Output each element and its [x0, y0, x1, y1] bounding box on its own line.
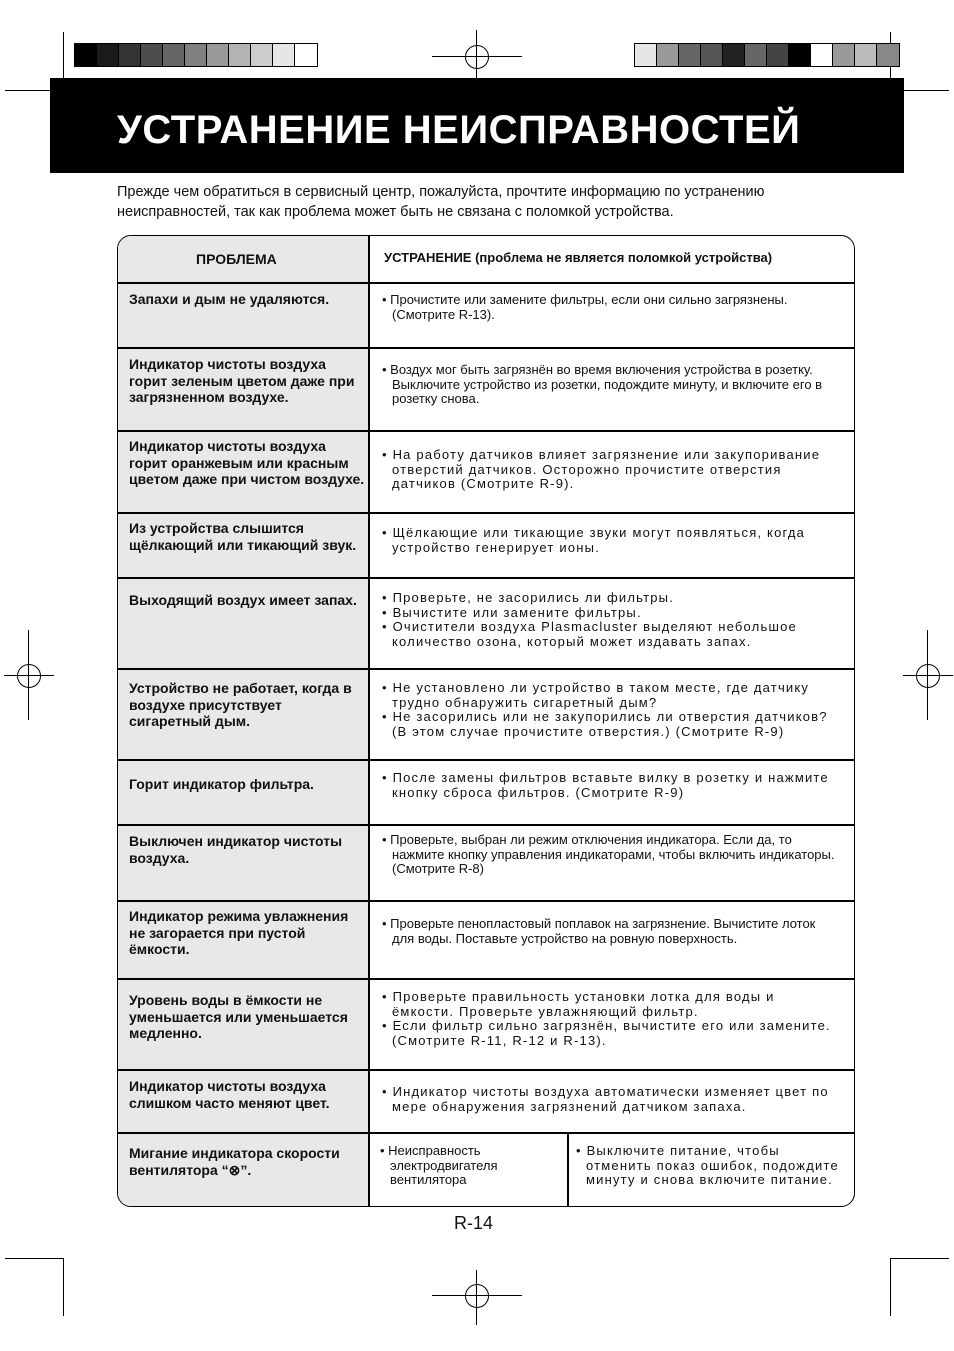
solution-bullet: • После замены фильтров вставьте вилку в розетку и нажмите кнопку сброса фильтров. (Смотрите R-9) [382, 770, 829, 800]
solution-bullet: • Не установлено ли устройство в таком месте, где датчику трудно обнаружить сигаретный дым? [382, 680, 810, 710]
row-divider [118, 978, 854, 980]
solution-cell [382, 1085, 840, 1114]
color-swatch [185, 44, 207, 66]
color-swatch [141, 44, 163, 66]
solution-cell [382, 363, 840, 407]
color-swatch [811, 44, 833, 66]
solution-cell [382, 293, 840, 322]
registration-target-top [465, 45, 489, 69]
problem-cell: Индикатор чистоты воздуха горит зеленым цветом даже при загрязненном воздухе. [129, 356, 355, 405]
color-swatches-right [634, 43, 900, 67]
solution-bullet: • Щёлкающие или тикающие звуки могут появляться, когда устройство генерирует ионы. [382, 525, 806, 555]
color-swatch [855, 44, 877, 66]
color-swatch [273, 44, 295, 66]
problem-cell: Выходящий воздух имеет запах. [129, 592, 357, 608]
solution-cell [382, 771, 840, 800]
row-divider [118, 759, 854, 761]
problem-cell: Мигание индикатора скорости вентилятора “⊗”. [129, 1145, 340, 1178]
row-divider [118, 668, 854, 670]
color-swatch [767, 44, 789, 66]
color-swatch [75, 44, 97, 66]
solution-cell [382, 681, 840, 739]
row-divider [118, 282, 854, 284]
color-swatch [679, 44, 701, 66]
row-divider [118, 1132, 854, 1134]
color-swatch [833, 44, 855, 66]
problem-cell: Индикатор режима увлажнения не загорается при пустой ёмкости. [129, 908, 349, 957]
color-swatch [229, 44, 251, 66]
registration-target-left [17, 664, 41, 688]
problem-cell: Индикатор чистоты воздуха горит оранжевым или красным цветом даже при чистом воздухе. [129, 438, 365, 487]
row-divider [118, 824, 854, 826]
intro-text: Прежде чем обратиться в сервисный центр, пожалуйста, прочтите информацию по устранению неисправностей, так как проблема может быть не связана с поломкой устройства. [117, 184, 765, 220]
color-swatch [657, 44, 679, 66]
solution-cell [382, 526, 840, 555]
row-divider [118, 512, 854, 514]
solution-cell [382, 448, 840, 492]
solution-bullet: • Вычистите или замените фильтры. [382, 604, 642, 620]
solution-bullet: • Не засорились или не закупорились ли отверстия датчиков? (В этом случае прочистите отверстия.) (Смотрите R-9) [382, 709, 828, 739]
row-divider [118, 1069, 854, 1071]
troubleshooting-table [117, 235, 855, 1207]
registration-target-bottom [465, 1284, 489, 1308]
solution-bullet: • Проверьте пенопластовый поплавок на загрязнение. Вычистите лоток для воды. Поставьте устройство на ровную поверхность. [382, 916, 816, 946]
solution-bullet: • Проверьте, не засорились ли фильтры. [382, 590, 675, 605]
color-swatches-left [74, 43, 318, 67]
problem-cell: Устройство не работает, когда в воздухе присутствует сигаретный дым. [129, 680, 352, 729]
header-problem: ПРОБЛЕМА [196, 251, 277, 267]
row-divider [118, 900, 854, 902]
solution-cell [382, 990, 840, 1048]
solution-cell [382, 917, 840, 946]
problem-cell: Уровень воды в ёмкости не уменьшается или уменьшается медленно. [129, 992, 348, 1041]
row-divider [118, 577, 854, 579]
color-swatch [207, 44, 229, 66]
solution-cell [382, 591, 840, 649]
color-swatch [745, 44, 767, 66]
color-swatch [163, 44, 185, 66]
row-divider [118, 430, 854, 432]
solution-bullet: • Очистители воздуха Plasmacluster выделяют небольшое количество озона, который может издавать запах. [382, 619, 797, 649]
solution-bullet: • Выключите питание, чтобы отменить показ ошибок, подождите минуту и снова включите питание. [576, 1143, 839, 1187]
color-swatch [295, 44, 317, 66]
solution-bullet: • Проверьте правильность установки лотка для воды и ёмкости. Проверьте увлажняющий фильтр. [382, 989, 775, 1019]
color-swatch [119, 44, 141, 66]
color-swatch [97, 44, 119, 66]
solution-cell [576, 1144, 840, 1188]
problem-cell: Индикатор чистоты воздуха слишком часто меняют цвет. [129, 1078, 330, 1111]
color-swatch [723, 44, 745, 66]
solution-bullet: • Если фильтр сильно загрязнён, вычистите его или замените. (Смотрите R-11, R-12 и R-13). [382, 1018, 831, 1048]
column-divider [368, 236, 370, 1206]
color-swatch [635, 44, 657, 66]
cause-cell: • Неисправность электродвигателя вентилятора [380, 1143, 498, 1187]
color-swatch [877, 44, 899, 66]
color-swatch [789, 44, 811, 66]
problem-cell: Из устройства слышится щёлкающий или тикающий звук. [129, 520, 357, 553]
color-swatch [701, 44, 723, 66]
problem-cell: Запахи и дым не удаляются. [129, 291, 330, 307]
cause-divider [567, 1132, 569, 1207]
header-solution: УСТРАНЕНИЕ (проблема не является поломкой устройства) [384, 250, 773, 265]
solution-cell [382, 833, 840, 877]
solution-bullet: • Воздух мог быть загрязнён во время включения устройства в розетку. Выключите устройство из розетки, подождите минуту, и включите его в розетку снова. [382, 362, 823, 406]
color-swatch [251, 44, 273, 66]
problem-cell: Горит индикатор фильтра. [129, 776, 314, 792]
solution-bullet: • Прочистите или замените фильтры, если они сильно загрязнены. (Смотрите R-13). [382, 292, 788, 322]
registration-target-right [916, 664, 940, 688]
row-divider [118, 347, 854, 349]
problem-cell: Выключен индикатор чистоты воздуха. [129, 833, 343, 866]
solution-bullet: • Индикатор чистоты воздуха автоматически изменяет цвет по мере обнаружения загрязнений датчиком запаха. [382, 1084, 829, 1114]
page-number: R-14 [454, 1213, 494, 1233]
solution-bullet: • На работу датчиков влияет загрязнение или закупоривание отверстий датчиков. Осторожно прочистите отверстия датчиков (Смотрите R-9). [382, 447, 821, 491]
page-title: УСТРАНЕНИЕ НЕИСПРАВНОСТЕЙ [117, 108, 801, 152]
solution-bullet: • Проверьте, выбран ли режим отключения индикатора. Если да, то нажмите кнопку управления индикаторами, чтобы включить индикаторы. (Смотрите R-8) [382, 832, 835, 876]
